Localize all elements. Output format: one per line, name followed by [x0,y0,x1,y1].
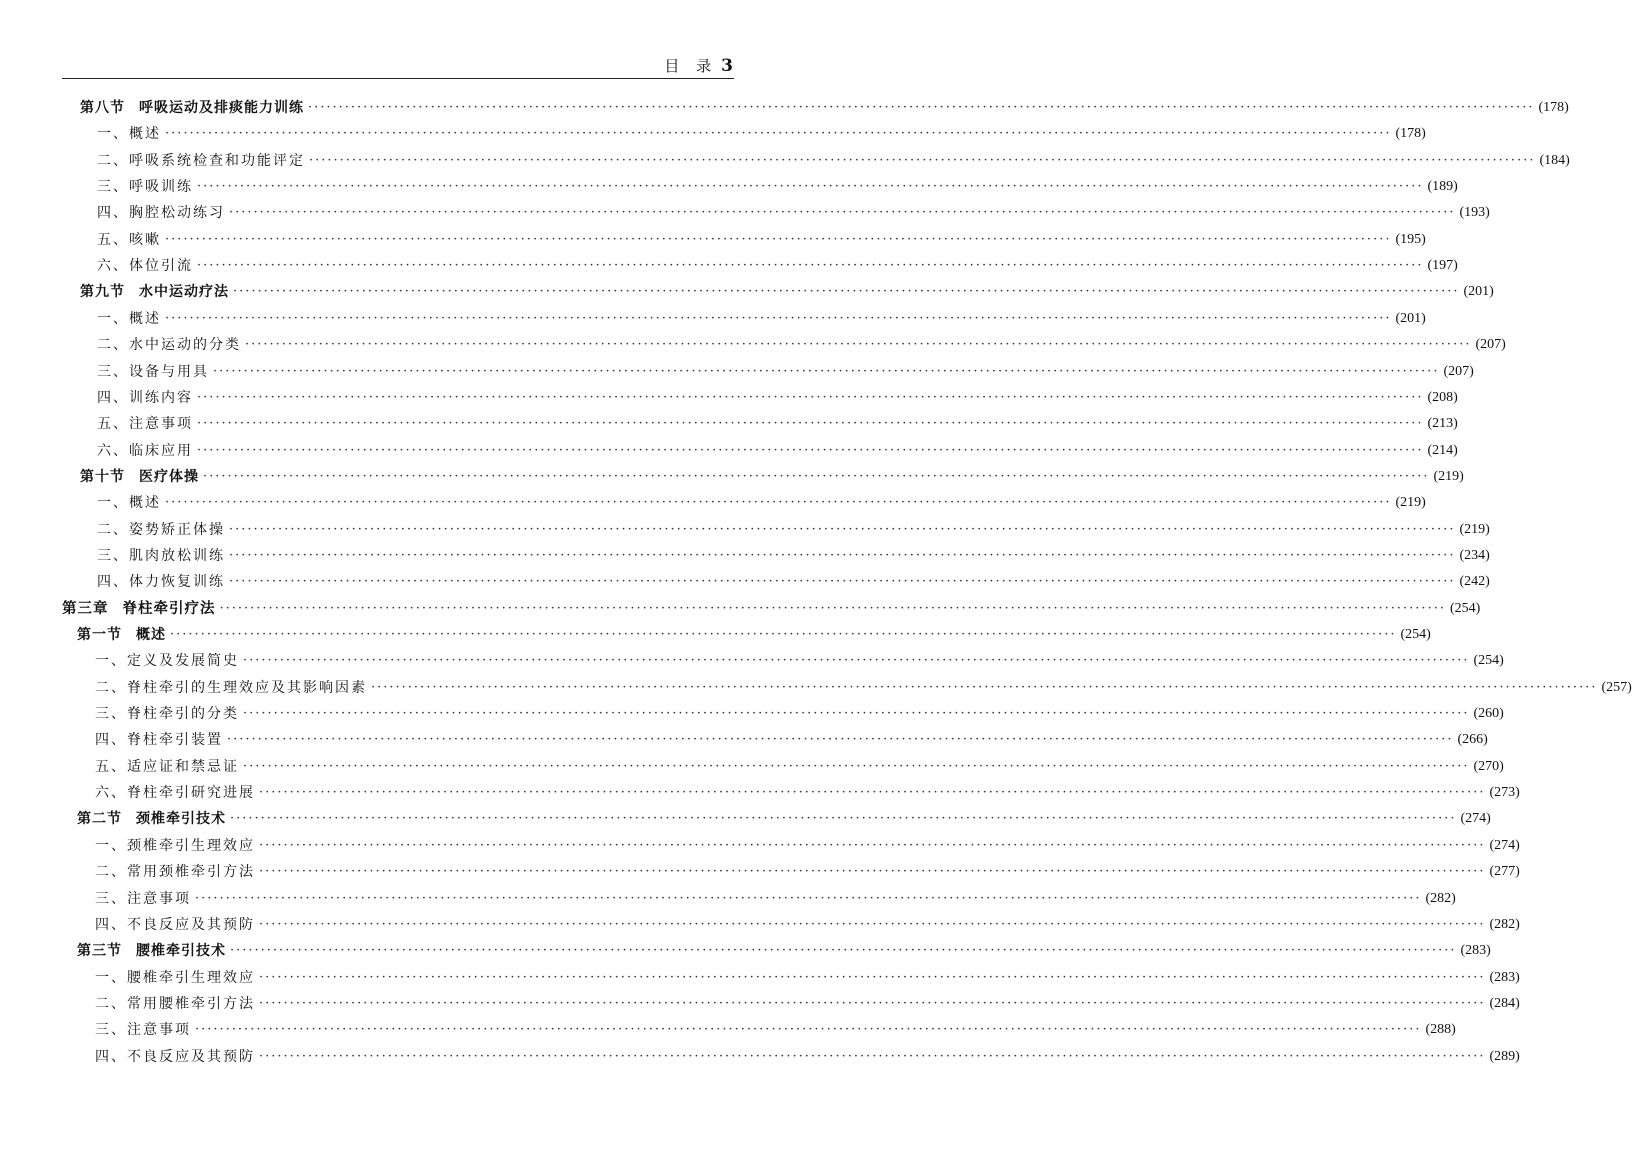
toc-entry-title: 概述 [136,627,166,643]
toc-item [95,856,1520,882]
toc-page-number: (257) [1601,679,1632,695]
toc-entry-title: 五、咳嗽 [97,231,161,248]
toc-page-number: (195) [1395,231,1426,247]
dot-leader: ········································································································································································································ [245,337,1472,353]
toc-entry-heading [77,809,226,829]
dot-leader: ········································································································································································································ [229,547,1456,563]
toc-page-number: (214) [1427,442,1458,458]
dot-leader: ········································································································································································································ [197,389,1424,405]
toc-entry-title: 一、颈椎牵引生理效应 [95,837,255,854]
toc-entry-title: 四、脊柱牵引装置 [95,732,223,749]
toc-entry-number: 第三章 [62,600,109,617]
toc-page-number: (193) [1459,205,1490,221]
toc-entry-title: 二、常用腰椎牵引方法 [95,995,255,1012]
toc-page-number: (189) [1427,179,1458,195]
toc-item [97,329,1506,355]
toc-entry-title: 二、水中运动的分类 [97,337,241,354]
toc-page-number: (184) [1539,152,1570,168]
toc-entry-title: 二、脊柱牵引的生理效应及其影响因素 [95,679,367,696]
toc-page-number: (274) [1489,837,1520,853]
toc-chapter [62,593,1481,619]
toc-entry-title: 六、体位引流 [97,258,193,275]
toc-page-number: (207) [1475,337,1506,353]
toc-entry-title: 五、适应证和禁忌证 [95,758,239,775]
toc-entry-heading [80,467,199,487]
toc-entry-number: 第八节 [80,100,125,116]
toc-entry-title: 四、胸腔松动练习 [97,205,225,222]
header-rule [62,78,734,79]
toc-item [97,356,1474,382]
toc-entry-title: 四、训练内容 [97,389,193,406]
toc-entry-title: 三、注意事项 [95,1022,191,1039]
toc-page-number: (197) [1427,258,1458,274]
dot-leader: ········································································································································································································ [259,864,1486,880]
header-page-number: 3 [721,56,733,76]
dot-leader: ········································································································································································································ [165,126,1392,142]
toc-entry-number: 第二节 [77,811,122,828]
toc-item [95,724,1488,750]
toc-item [97,566,1490,592]
dot-leader: ········································································································································································································ [259,969,1486,985]
toc-page-number: (274) [1460,811,1491,827]
toc-item [95,883,1456,909]
dot-leader: ········································································································································································································ [197,416,1424,432]
toc-item [97,487,1426,513]
toc-section [80,461,1464,487]
toc-entry-title: 一、定义及发展简史 [95,653,239,670]
toc-page-number: (178) [1538,100,1569,115]
toc-page-number: (270) [1473,758,1504,774]
dot-leader: ········································································································································································································ [195,1022,1422,1038]
toc-item [97,250,1458,276]
toc-entry-title: 一、腰椎牵引生理效应 [95,969,255,986]
toc-entry-heading [80,282,229,302]
toc-entry-title: 脊柱牵引疗法 [122,600,216,617]
dot-leader: ········································································································································································································ [259,995,1486,1011]
toc-page-number: (254) [1449,600,1481,616]
toc-page-number: (254) [1473,653,1504,669]
dot-leader: ········································································································································································································ [165,495,1392,511]
toc-page-number: (201) [1463,284,1494,300]
dot-leader: ········································································································································································································ [243,706,1470,722]
toc-page-number: (283) [1460,943,1491,959]
toc-entry-title: 呼吸运动及排痰能力训练 [139,100,304,116]
dot-leader: ········································································································································································································ [203,468,1430,484]
toc-item [95,698,1504,724]
dot-leader: ········································································································································································································ [230,811,1457,827]
toc-page-number: (234) [1459,547,1490,563]
toc-entry-title: 二、呼吸系统检查和功能评定 [97,152,305,169]
dot-leader: ········································································································································································································ [197,179,1424,195]
dot-leader: ········································································································································································································ [309,152,1536,168]
toc-item [95,1041,1520,1067]
toc-page-number: (242) [1459,574,1490,590]
toc-entry-title: 三、注意事项 [95,890,191,907]
dot-leader: ········································································································································································································ [195,890,1422,906]
toc-entry-title: 二、常用颈椎牵引方法 [95,864,255,881]
dot-leader: ········································································································································································································ [165,231,1392,247]
toc-entry-title: 一、概述 [97,310,161,327]
toc-entry-title: 六、脊柱牵引研究进展 [95,785,255,802]
toc-item [97,303,1426,329]
toc-page-number: (208) [1427,389,1458,405]
toc-page-number: (288) [1425,1022,1456,1038]
toc-entry-number: 第三节 [77,943,122,960]
dot-leader: ········································································································································································································ [243,653,1470,669]
dot-leader: ········································································································································································································ [233,284,1460,300]
toc-entry-title: 腰椎牵引技术 [136,943,226,960]
toc-page-number: (219) [1395,495,1426,511]
toc-entry-title: 水中运动疗法 [139,284,229,301]
toc-page-number: (254) [1400,627,1431,642]
dot-leader: ········································································································································································································ [259,837,1486,853]
toc-entry-title: 三、肌肉放松训练 [97,547,225,564]
toc-item [95,645,1504,671]
dot-leader: ········································································································································································································ [227,732,1454,748]
dot-leader: ········································································································································································································ [308,100,1535,115]
toc-item [97,514,1490,540]
dot-leader: ········································································································································································································ [259,916,1486,932]
dot-leader: ········································································································································································································ [259,785,1486,801]
toc-section [77,619,1431,645]
dot-leader: ········································································································································································································ [219,600,1446,616]
dot-leader: ········································································································································································································ [197,442,1424,458]
dot-leader: ········································································································································································································ [230,943,1457,959]
toc-entry-title: 一、概述 [97,495,161,512]
toc-page-number: (277) [1489,864,1520,880]
toc-entry-heading [77,625,166,645]
toc-page-number: (266) [1457,732,1488,748]
toc-item [97,540,1490,566]
toc-entry-heading [80,98,304,118]
toc-item [97,118,1426,144]
toc-page-number: (284) [1489,995,1520,1011]
toc-item [97,197,1490,223]
toc-item [97,224,1426,250]
toc-item [95,751,1504,777]
toc-page-number: (283) [1489,969,1520,985]
dot-leader: ········································································································································································································ [371,679,1598,695]
toc-item [95,909,1520,935]
toc-item [95,777,1520,803]
toc-item [97,382,1458,408]
toc-item [97,171,1458,197]
dot-leader: ········································································································································································································ [229,521,1456,537]
toc-item [97,145,1570,171]
toc-entry-title: 一、概述 [97,126,161,143]
toc-item [95,830,1520,856]
dot-leader: ········································································································································································································ [165,310,1392,326]
toc-section [77,803,1491,829]
toc-page-number: (260) [1473,706,1504,722]
toc-entry-title: 六、临床应用 [97,442,193,459]
toc-section [80,92,1569,118]
toc-entry-heading [62,599,216,619]
toc-entry-title: 医疗体操 [139,468,199,485]
toc-item [97,408,1458,434]
toc-page-number: (178) [1395,126,1426,142]
toc-item [95,988,1520,1014]
dot-leader: ········································································································································································································ [229,574,1456,590]
toc-entry-title: 二、姿势矫正体操 [97,521,225,538]
dot-leader: ········································································································································································································ [243,758,1470,774]
toc-entry-title: 三、呼吸训练 [97,179,193,196]
toc-page-number: (273) [1489,785,1520,801]
toc-entry-title: 四、不良反应及其预防 [95,1048,255,1065]
dot-leader: ········································································································································································································ [229,205,1456,221]
toc-page-number: (282) [1489,916,1520,932]
toc-section [80,276,1494,302]
toc-entry-title: 四、体力恢复训练 [97,574,225,591]
running-header [0,55,733,76]
header-label: 目 录 [664,57,718,75]
toc-entry-title: 三、设备与用具 [97,363,209,380]
toc-entry-number: 第十节 [80,468,125,485]
dot-leader: ········································································································································································································ [213,363,1440,379]
dot-leader: ········································································································································································································ [197,258,1424,274]
toc-entry-title: 五、注意事项 [97,416,193,433]
toc-entry-number: 第九节 [80,284,125,301]
toc-item [95,672,1632,698]
toc-entry-title: 三、脊柱牵引的分类 [95,706,239,723]
toc-entry-heading [77,941,226,961]
toc-entry-number: 第一节 [77,627,122,643]
toc-entry-title: 四、不良反应及其预防 [95,916,255,933]
toc-item [97,435,1458,461]
toc-item [95,1014,1456,1040]
dot-leader: ········································································································································································································ [170,627,1397,642]
toc-page-number: (207) [1443,363,1474,379]
toc-entry-title: 颈椎牵引技术 [136,811,226,828]
toc-page-number: (282) [1425,890,1456,906]
toc-page-number: (201) [1395,310,1426,326]
toc-page-number: (219) [1433,468,1464,484]
toc-page-number: (289) [1489,1048,1520,1064]
toc-section [77,935,1491,961]
toc-page-number: (219) [1459,521,1490,537]
toc-page-number: (213) [1427,416,1458,432]
toc-item [95,962,1520,988]
dot-leader: ········································································································································································································ [259,1048,1486,1064]
